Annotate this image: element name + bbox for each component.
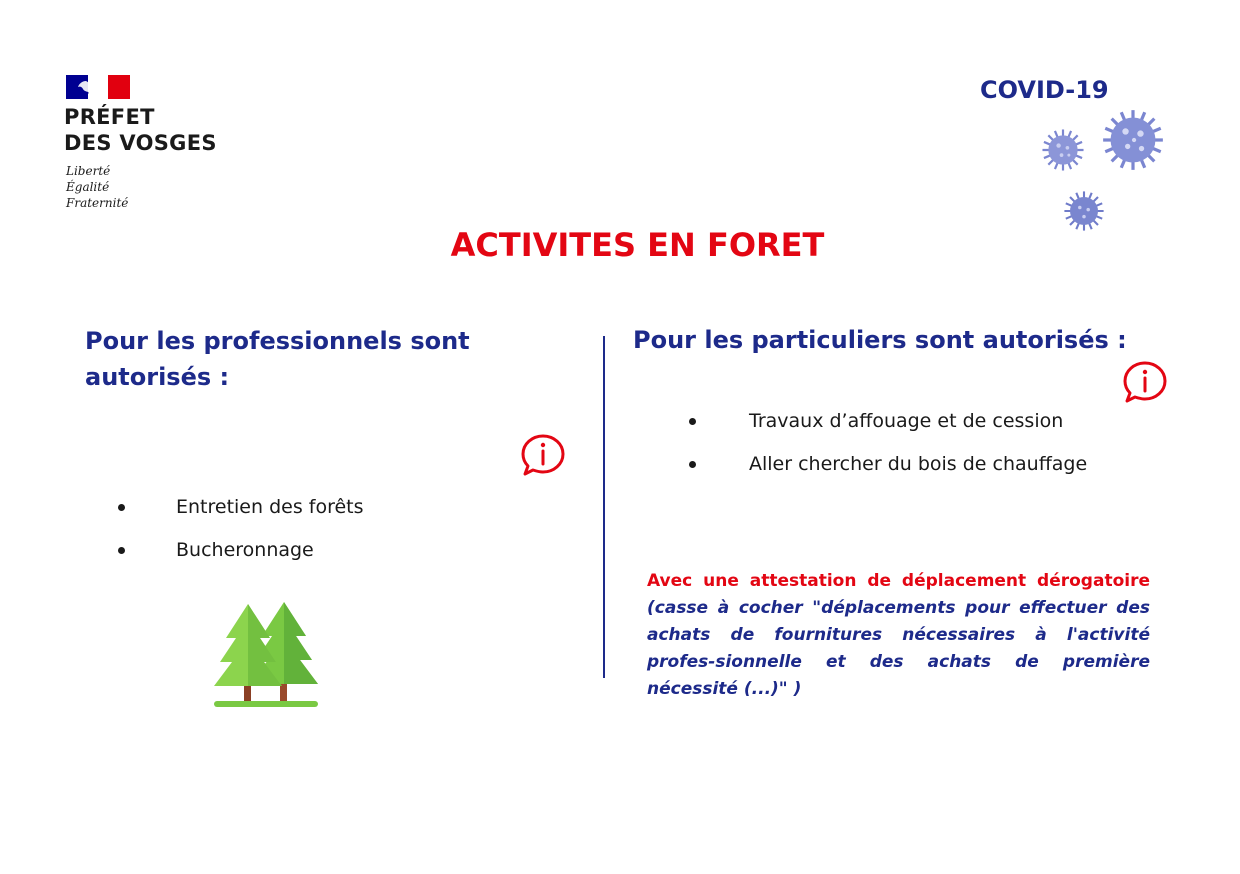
bullet-icon	[118, 504, 125, 511]
individuals-heading: Pour les particuliers sont autorisés :	[633, 326, 1127, 354]
individuals-list	[689, 407, 1087, 493]
list-item-label: Travaux d’affouage et de cession	[749, 410, 1064, 432]
info-bubble-icon	[1122, 360, 1168, 404]
motto-fraternite: Fraternité	[66, 196, 129, 210]
column-divider	[603, 336, 605, 678]
attestation-note-red: Avec une attestation de déplacement dérogatoire	[647, 571, 1150, 591]
attestation-note	[647, 568, 1150, 703]
virus-icon	[1041, 128, 1085, 172]
professionals-list	[118, 493, 364, 579]
attestation-note-detail: (casse à cocher "déplacements pour effectuer des achats de fournitures nécessaires à l'activité profes-sionnelle et des achats de première nécessité (...)" )	[647, 598, 1150, 699]
covid-label: COVID-19	[980, 76, 1109, 104]
trees-icon	[212, 600, 322, 710]
prefet-title-line2: DES VOSGES	[64, 131, 217, 155]
list-item	[118, 493, 364, 536]
info-bubble-icon	[520, 433, 566, 477]
list-item-label: Bucheronnage	[176, 539, 314, 561]
bullet-icon	[118, 547, 125, 554]
list-item-label: Entretien des forêts	[176, 496, 364, 518]
list-item	[118, 536, 364, 579]
bullet-icon	[689, 461, 696, 468]
list-item	[689, 407, 1087, 450]
motto-egalite: Égalité	[66, 180, 110, 194]
professionals-heading: Pour les professionnels sont autorisés :	[85, 327, 470, 391]
prefet-title-line1: PRÉFET	[64, 105, 155, 129]
marianne-flag-icon	[66, 75, 130, 99]
motto-liberte: Liberté	[66, 164, 111, 178]
virus-icon	[1101, 108, 1165, 172]
page-title: ACTIVITES EN FORET	[450, 226, 825, 264]
list-item-label: Aller chercher du bois de chauffage	[749, 453, 1088, 475]
list-item	[689, 450, 1087, 493]
bullet-icon	[689, 418, 696, 425]
